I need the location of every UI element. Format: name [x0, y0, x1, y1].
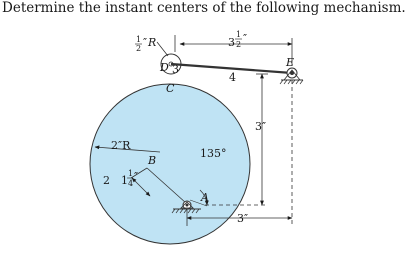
- label-dim-small-den: 4: [128, 179, 134, 188]
- ground-pivot-e: [280, 68, 303, 84]
- label-dim-small-whole: 1: [121, 174, 128, 187]
- label-point-c: C: [166, 82, 175, 95]
- wheel-2: [90, 84, 250, 244]
- label-dim-top-den: 2: [236, 40, 242, 49]
- label-link-2: 2: [103, 174, 110, 187]
- label-dim-small-num: 1: [128, 169, 134, 178]
- label-dim-top-num: 1: [236, 30, 242, 39]
- label-dim-top-unit: ″: [243, 32, 248, 45]
- label-link-4: 4: [229, 71, 236, 84]
- label-link-3: 3: [172, 63, 179, 76]
- label-point-d: D: [160, 61, 169, 74]
- label-dim-small-unit: ″: [134, 170, 139, 183]
- label-radius: 2″R: [111, 139, 131, 152]
- label-r: R: [148, 36, 157, 49]
- label-dim-right: 3″: [255, 120, 267, 133]
- label-half-num: 1: [136, 35, 142, 44]
- label-point-b: B: [148, 154, 157, 167]
- label-angle: 135°: [200, 147, 227, 160]
- label-half-den: 2: [136, 44, 142, 53]
- label-dim-bottom: 3″: [237, 212, 249, 225]
- label-point-a: A: [201, 191, 209, 204]
- label-dim-top-whole: 3: [228, 36, 235, 49]
- r-leader: [157, 42, 168, 56]
- label-half-unit: ″: [143, 36, 148, 49]
- label-point-e: E: [286, 56, 295, 69]
- problem-prompt: Determine the instant centers of the following mechanism.: [2, 0, 406, 16]
